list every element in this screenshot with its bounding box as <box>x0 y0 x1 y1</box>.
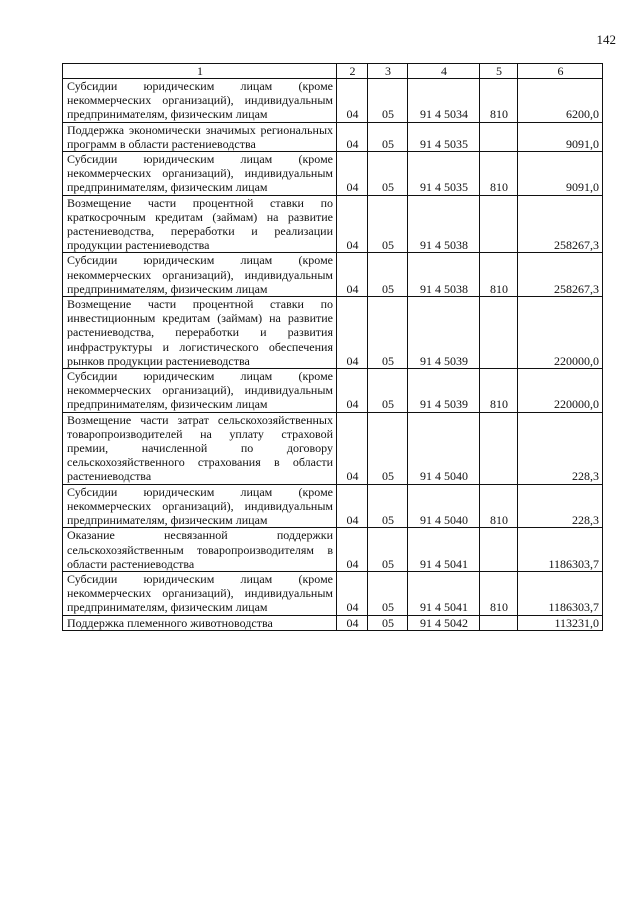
cell-expense-type: 810 <box>480 484 518 528</box>
cell-name: Возмещение части процентной ставки по краткосрочным кредитам (займам) на развитие растениеводства, переработки и реализации продукции растениеводства <box>63 195 337 253</box>
column-header: 2 <box>337 64 368 79</box>
cell-subsection: 05 <box>368 152 408 196</box>
table-row <box>63 152 603 196</box>
cell-amount: 1186303,7 <box>518 571 603 615</box>
cell-amount: 228,3 <box>518 484 603 528</box>
cell-expense-type <box>480 195 518 253</box>
cell-name: Оказание несвязанной поддержки сельскохозяйственным товаропроизводителям в области растениеводства <box>63 528 337 572</box>
cell-target-article: 91 4 5041 <box>408 528 480 572</box>
table-row <box>63 297 603 369</box>
cell-section: 04 <box>337 152 368 196</box>
cell-subsection: 05 <box>368 369 408 413</box>
cell-name: Возмещение части процентной ставки по инвестиционным кредитам (займам) на развитие растениеводства, переработки и развития инфраструктуры и логистического обеспечения рынков продукции растениеводства <box>63 297 337 369</box>
cell-amount: 113231,0 <box>518 615 603 630</box>
cell-amount: 6200,0 <box>518 79 603 123</box>
cell-amount: 228,3 <box>518 412 603 484</box>
cell-target-article: 91 4 5035 <box>408 152 480 196</box>
table-row <box>63 253 603 297</box>
budget-table <box>62 63 603 631</box>
cell-expense-type <box>480 528 518 572</box>
cell-amount: 220000,0 <box>518 297 603 369</box>
cell-subsection: 05 <box>368 412 408 484</box>
cell-expense-type: 810 <box>480 369 518 413</box>
page-number: 142 <box>596 32 616 47</box>
cell-target-article: 91 4 5040 <box>408 412 480 484</box>
table-row <box>63 195 603 253</box>
cell-expense-type: 810 <box>480 253 518 297</box>
cell-name: Субсидии юридическим лицам (кроме некоммерческих организаций), индивидуальным предпринимателям, физическим лицам <box>63 484 337 528</box>
cell-subsection: 05 <box>368 528 408 572</box>
cell-name: Субсидии юридическим лицам (кроме некоммерческих организаций), индивидуальным предпринимателям, физическим лицам <box>63 571 337 615</box>
cell-expense-type <box>480 122 518 151</box>
cell-expense-type <box>480 297 518 369</box>
cell-name: Поддержка племенного животноводства <box>63 615 337 630</box>
cell-section: 04 <box>337 484 368 528</box>
cell-subsection: 05 <box>368 484 408 528</box>
table-row <box>63 79 603 123</box>
cell-name: Субсидии юридическим лицам (кроме некоммерческих организаций), индивидуальным предпринимателям, физическим лицам <box>63 152 337 196</box>
cell-subsection: 05 <box>368 79 408 123</box>
cell-section: 04 <box>337 122 368 151</box>
cell-subsection: 05 <box>368 195 408 253</box>
cell-subsection: 05 <box>368 297 408 369</box>
cell-subsection: 05 <box>368 615 408 630</box>
cell-target-article: 91 4 5038 <box>408 253 480 297</box>
table-row <box>63 122 603 151</box>
column-header: 3 <box>368 64 408 79</box>
table-row <box>63 412 603 484</box>
cell-target-article: 91 4 5034 <box>408 79 480 123</box>
cell-target-article: 91 4 5040 <box>408 484 480 528</box>
cell-amount: 258267,3 <box>518 195 603 253</box>
column-header: 1 <box>63 64 337 79</box>
table-row <box>63 528 603 572</box>
cell-target-article: 91 4 5038 <box>408 195 480 253</box>
cell-amount: 9091,0 <box>518 152 603 196</box>
cell-expense-type: 810 <box>480 571 518 615</box>
cell-section: 04 <box>337 195 368 253</box>
cell-section: 04 <box>337 528 368 572</box>
cell-amount: 220000,0 <box>518 369 603 413</box>
table-header-row <box>63 64 603 79</box>
cell-amount: 9091,0 <box>518 122 603 151</box>
cell-section: 04 <box>337 369 368 413</box>
column-header: 4 <box>408 64 480 79</box>
table-row <box>63 571 603 615</box>
cell-name: Субсидии юридическим лицам (кроме некоммерческих организаций), индивидуальным предпринимателям, физическим лицам <box>63 79 337 123</box>
cell-target-article: 91 4 5039 <box>408 369 480 413</box>
cell-name: Возмещение части затрат сельскохозяйственных товаропроизводителей на уплату страховой премии, начисленной по договору сельскохозяйственного страхования в области растениеводства <box>63 412 337 484</box>
cell-section: 04 <box>337 253 368 297</box>
cell-target-article: 91 4 5039 <box>408 297 480 369</box>
cell-expense-type: 810 <box>480 152 518 196</box>
cell-expense-type: 810 <box>480 79 518 123</box>
cell-expense-type <box>480 615 518 630</box>
cell-section: 04 <box>337 297 368 369</box>
cell-expense-type <box>480 412 518 484</box>
cell-section: 04 <box>337 79 368 123</box>
cell-section: 04 <box>337 571 368 615</box>
cell-subsection: 05 <box>368 571 408 615</box>
cell-target-article: 91 4 5042 <box>408 615 480 630</box>
cell-subsection: 05 <box>368 122 408 151</box>
cell-section: 04 <box>337 412 368 484</box>
cell-name: Поддержка экономически значимых региональных программ в области растениеводства <box>63 122 337 151</box>
table-body <box>63 79 603 631</box>
cell-name: Субсидии юридическим лицам (кроме некоммерческих организаций), индивидуальным предпринимателям, физическим лицам <box>63 369 337 413</box>
column-header: 5 <box>480 64 518 79</box>
cell-section: 04 <box>337 615 368 630</box>
cell-amount: 258267,3 <box>518 253 603 297</box>
column-header: 6 <box>518 64 603 79</box>
cell-target-article: 91 4 5041 <box>408 571 480 615</box>
cell-name: Субсидии юридическим лицам (кроме некоммерческих организаций), индивидуальным предпринимателям, физическим лицам <box>63 253 337 297</box>
cell-amount: 1186303,7 <box>518 528 603 572</box>
cell-target-article: 91 4 5035 <box>408 122 480 151</box>
table-row <box>63 369 603 413</box>
table-row <box>63 484 603 528</box>
table-row <box>63 615 603 630</box>
cell-subsection: 05 <box>368 253 408 297</box>
